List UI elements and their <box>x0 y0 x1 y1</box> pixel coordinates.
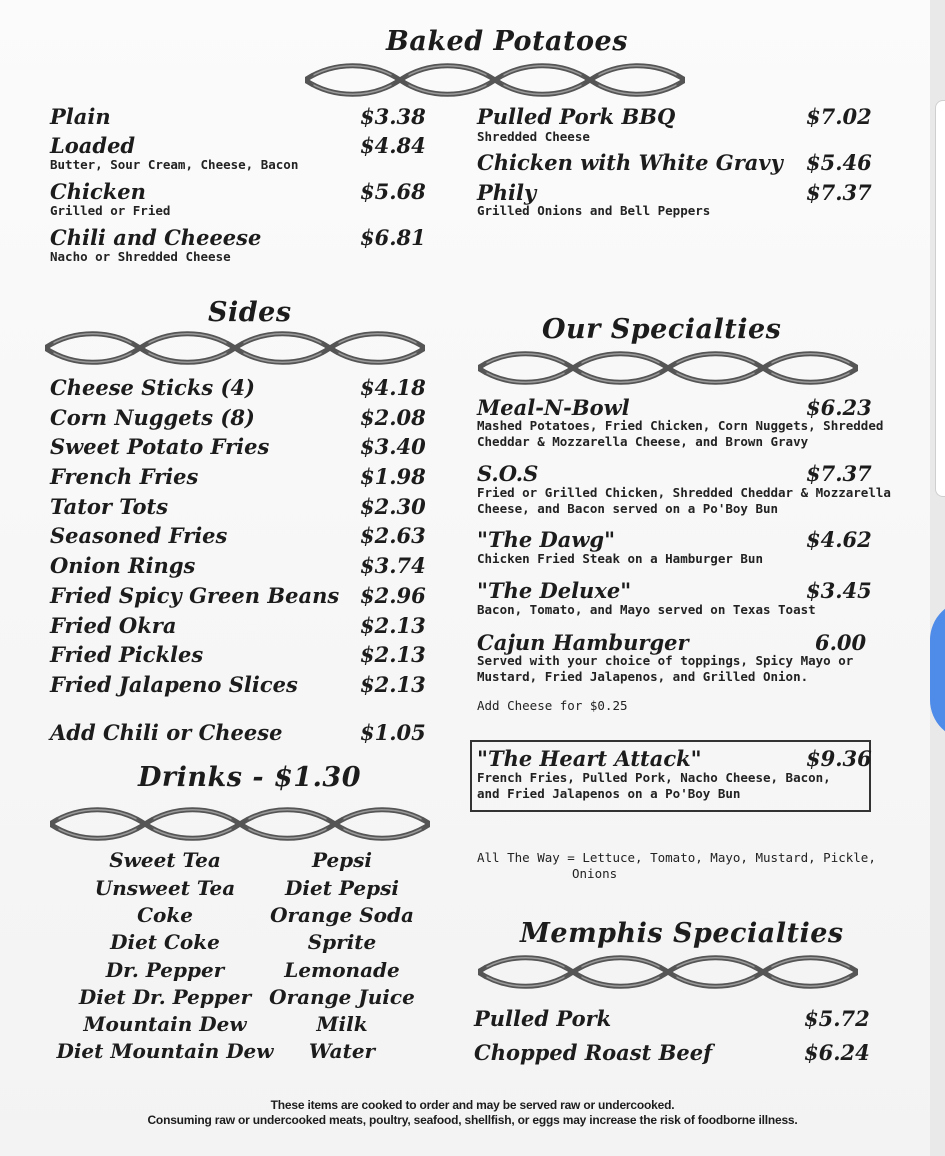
heart-attack-desc: French Fries, Pulled Pork, Nacho Cheese, Bacon, <box>477 770 831 785</box>
side-price: $3.74 <box>360 553 426 578</box>
side-name: Fried Jalapeno Slices <box>50 672 298 697</box>
memphis-roast-beef-price: $6.24 <box>804 1040 870 1065</box>
side-price: $2.13 <box>360 613 426 638</box>
all-the-way-note: All The Way = Lettuce, Tomato, Mayo, Mustard, Pickle, <box>477 850 876 865</box>
side-price: $4.18 <box>360 375 426 400</box>
side-addon-name: Add Chili or Cheese <box>50 720 283 745</box>
specialty-name: S.O.S <box>477 461 539 486</box>
memphis-roast-beef-name: Chopped Roast Beef <box>474 1040 713 1065</box>
drink-item: Unsweet Tea <box>94 876 236 900</box>
side-panel-tab[interactable] <box>935 100 945 497</box>
side-name: Seasoned Fries <box>50 523 228 548</box>
side-price: $2.63 <box>360 523 426 548</box>
bp-chicken-name: Chicken <box>50 179 146 204</box>
specialty-price: $3.45 <box>806 578 872 603</box>
specialty-desc: Cheese, and Bacon served on a Po'Boy Bun <box>477 501 779 516</box>
specialty-name: Meal-N-Bowl <box>477 395 630 420</box>
specialty-desc: Served with your choice of toppings, Spicy Mayo or <box>477 653 854 668</box>
bp-pulled-pork-price: $7.02 <box>806 104 872 129</box>
bp-white-gravy-price: $5.46 <box>806 150 872 175</box>
specialties-divider <box>478 350 858 386</box>
specialty-desc: Fried or Grilled Chicken, Shredded Cheddar & Mozzarella <box>477 485 891 500</box>
drink-item: Orange Juice <box>269 985 415 1009</box>
side-name: Cheese Sticks (4) <box>50 375 255 400</box>
bp-plain-name: Plain <box>50 104 111 129</box>
memphis-pulled-pork-name: Pulled Pork <box>474 1006 612 1031</box>
side-price: $2.30 <box>360 494 426 519</box>
sides-title: Sides <box>208 297 292 328</box>
side-price: $3.40 <box>360 434 426 459</box>
memphis-pulled-pork-price: $5.72 <box>804 1006 870 1031</box>
bp-phily-price: $7.37 <box>806 180 872 205</box>
bp-plain-price: $3.38 <box>360 104 426 129</box>
drink-item: Dr. Pepper <box>105 958 225 982</box>
side-price: $2.13 <box>360 642 426 667</box>
drinks-divider <box>50 806 430 842</box>
drink-item: Diet Dr. Pepper <box>78 985 252 1009</box>
bp-chili-price: $6.81 <box>360 225 426 250</box>
side-name: Corn Nuggets (8) <box>50 405 255 430</box>
specialties-title: Our Specialties <box>542 314 782 345</box>
bp-loaded-name: Loaded <box>50 133 136 158</box>
bp-loaded-price: $4.84 <box>360 133 426 158</box>
heart-attack-desc: and Fried Jalapenos on a Po'Boy Bun <box>477 786 741 801</box>
bp-phily-name: Phily <box>477 180 537 205</box>
bp-white-gravy-name: Chicken with White Gravy <box>477 150 783 175</box>
drink-item: Coke <box>137 903 193 927</box>
specialty-desc: Mustard, Fried Jalapenos, and Grilled Onion. <box>477 669 809 684</box>
bp-loaded-desc: Butter, Sour Cream, Cheese, Bacon <box>50 157 299 172</box>
specialty-price: $4.62 <box>806 527 872 552</box>
bp-chicken-desc: Grilled or Fried <box>50 203 171 218</box>
specialty-price: $7.37 <box>806 461 872 486</box>
drink-item: Diet Pepsi <box>285 876 399 900</box>
specialty-price: 6.00 <box>815 630 867 655</box>
side-name: Fried Pickles <box>50 642 204 667</box>
bp-pulled-pork-name: Pulled Pork BBQ <box>477 104 676 129</box>
side-name: Sweet Potato Fries <box>50 434 270 459</box>
drink-item: Water <box>308 1039 376 1063</box>
bp-chicken-price: $5.68 <box>360 179 426 204</box>
heart-attack-price: $9.36 <box>806 746 872 771</box>
drink-item: Sprite <box>307 930 377 954</box>
side-addon-price: $1.05 <box>360 720 426 745</box>
drink-item: Sweet Tea <box>109 848 221 872</box>
specialty-desc: Bacon, Tomato, and Mayo served on Texas Toast <box>477 602 816 617</box>
drink-item: Diet Coke <box>110 930 220 954</box>
specialty-desc: Mashed Potatoes, Fried Chicken, Corn Nuggets, Shredded <box>477 418 884 433</box>
footer-line-1: These items are cooked to order and may be served raw or undercooked. <box>270 1098 675 1112</box>
side-name: French Fries <box>50 464 199 489</box>
bp-pulled-pork-desc: Shredded Cheese <box>477 129 590 144</box>
memphis-divider <box>478 954 858 990</box>
side-name: Tator Tots <box>50 494 169 519</box>
specialty-name: "The Deluxe" <box>477 578 632 603</box>
bp-chili-name: Chili and Cheeese <box>50 225 262 250</box>
drink-item: Mountain Dew <box>83 1012 247 1036</box>
side-name: Fried Spicy Green Beans <box>50 583 340 608</box>
bp-phily-desc: Grilled Onions and Bell Peppers <box>477 203 711 218</box>
specialty-name: "The Dawg" <box>477 527 616 552</box>
drink-item: Diet Mountain Dew <box>56 1039 274 1063</box>
baked-potatoes-title: Baked Potatoes <box>386 26 628 57</box>
all-the-way-note-cont: Onions <box>572 866 618 881</box>
drink-item: Lemonade <box>284 958 400 982</box>
memphis-title: Memphis Specialties <box>520 918 844 949</box>
add-cheese-note: Add Cheese for $0.25 <box>477 698 628 713</box>
side-price: $2.08 <box>360 405 426 430</box>
drink-item: Milk <box>316 1012 368 1036</box>
specialty-desc: Cheddar & Mozzarella Cheese, and Brown Gravy <box>477 434 809 449</box>
heart-attack-name: "The Heart Attack" <box>477 746 702 771</box>
footer-line-2: Consuming raw or undercooked meats, poultry, seafood, shellfish, or eggs may increase the risk of foodborne illness. <box>147 1113 798 1127</box>
side-price: $1.98 <box>360 464 426 489</box>
side-price: $2.96 <box>360 583 426 608</box>
specialty-price: $6.23 <box>806 395 872 420</box>
drink-item: Orange Soda <box>270 903 414 927</box>
drinks-title: Drinks - $1.30 <box>138 762 361 793</box>
bp-chili-desc: Nacho or Shredded Cheese <box>50 249 231 264</box>
baked-potatoes-divider <box>305 62 685 98</box>
drink-item: Pepsi <box>311 848 373 872</box>
side-name: Onion Rings <box>50 553 196 578</box>
sides-divider <box>45 330 425 366</box>
specialty-name: Cajun Hamburger <box>477 630 689 655</box>
specialty-desc: Chicken Fried Steak on a Hamburger Bun <box>477 551 763 566</box>
side-name: Fried Okra <box>50 613 177 638</box>
side-price: $2.13 <box>360 672 426 697</box>
